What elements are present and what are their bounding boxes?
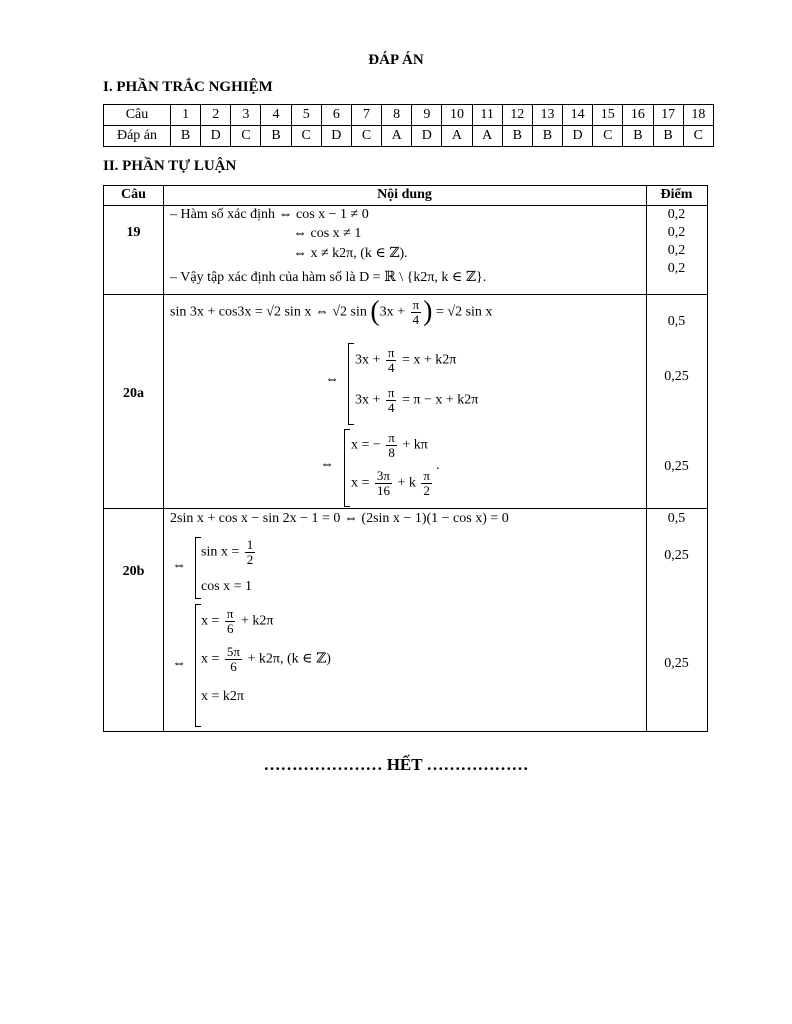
fraction-numerator: π	[387, 345, 395, 360]
q20a-line-1-left: sin 3x + cos3x = √2 sin x ⇔ √2 sin	[170, 304, 367, 320]
row-divider	[104, 508, 707, 509]
fraction-denominator: 4	[387, 359, 395, 375]
q20b-score: 0,5	[667, 511, 686, 526]
q20a-equiv-2: ⇔	[320, 457, 334, 472]
answer-letter: D	[201, 126, 231, 147]
fraction-numerator: 3π	[376, 468, 390, 483]
q20b-system-2-row-3: x = k2π	[201, 689, 244, 704]
q19-score: 0,2	[667, 225, 686, 240]
q19-score: 0,2	[667, 243, 686, 258]
fraction	[386, 346, 397, 374]
fraction-denominator: 2	[423, 482, 430, 498]
answer-letter: D	[563, 126, 593, 147]
question-number: 2	[201, 105, 231, 126]
q20b-equiv-2: ⇔	[172, 656, 186, 671]
answer-letter: C	[291, 126, 321, 147]
question-number: 9	[412, 105, 442, 126]
q20b-system-1-bracket	[195, 537, 196, 599]
question-number: 7	[351, 105, 381, 126]
expr: 3x +	[355, 392, 381, 408]
fraction-denominator: 2	[246, 551, 254, 567]
question-19-label: 19	[126, 225, 141, 240]
q20b-system-1-row-2: cos x = 1	[201, 579, 253, 594]
question-number: 1	[171, 105, 201, 126]
q20a-line-1	[170, 298, 492, 326]
answer-letter: B	[623, 126, 653, 147]
q20a-system-1-row-2	[355, 386, 478, 414]
q20b-line-1: 2sin x + cos x − sin 2x − 1 = 0 ⇔ (2sin x − 1)(1 − cos x) = 0	[170, 511, 509, 526]
question-number: 14	[563, 105, 593, 126]
fraction-denominator: 16	[376, 482, 390, 498]
fraction-numerator: π	[388, 430, 395, 445]
q20a-line-1-right: = √2 sin x	[435, 304, 493, 320]
section-1-heading: I. PHẦN TRẮC NGHIỆM	[103, 79, 273, 95]
fraction-denominator: 6	[230, 658, 237, 674]
fraction-denominator: 6	[226, 620, 234, 636]
q20b-system-2-bracket	[195, 604, 196, 727]
fraction	[386, 431, 397, 459]
question-number: 17	[653, 105, 683, 126]
answer-letter: C	[231, 126, 261, 147]
expr: + kπ	[402, 437, 428, 453]
q19-score: 0,2	[667, 261, 686, 276]
expr: x =	[201, 651, 220, 667]
question-number: 3	[231, 105, 261, 126]
q20a-score: 0,5	[667, 314, 686, 329]
answer-letter: D	[412, 126, 442, 147]
q19-line-3: ⇔ x ≠ k2π, (k ∈ ℤ).	[293, 246, 408, 261]
q20b-score: 0,25	[664, 548, 689, 563]
answer-letter: B	[171, 126, 201, 147]
question-number: 16	[623, 105, 653, 126]
q20b-score: 0,25	[664, 656, 689, 671]
section-2-heading: II. PHẦN TỰ LUẬN	[103, 158, 237, 174]
fraction-denominator: 8	[388, 444, 395, 460]
header-score: Điểm	[660, 187, 693, 202]
q20b-equiv-1: ⇔	[172, 558, 186, 573]
expr: x = −	[351, 437, 381, 453]
q20a-system-2-row-1	[351, 431, 428, 459]
answer-letter: C	[593, 126, 623, 147]
fraction	[411, 298, 422, 326]
expr: = x + k2π	[401, 352, 457, 368]
page-title: ĐÁP ÁN	[368, 52, 424, 68]
question-number: 5	[291, 105, 321, 126]
expr: x =	[201, 613, 220, 629]
answer-letter: D	[321, 126, 351, 147]
header-content: Nội dung	[377, 187, 432, 202]
answer-letter: B	[502, 126, 532, 147]
question-number: 8	[382, 105, 412, 126]
answer-letter: B	[653, 126, 683, 147]
answer-letter: C	[683, 126, 713, 147]
q19-line-4: – Vậy tập xác định của hàm số là D = ℝ \ {k2π, k ∈ ℤ}.	[170, 270, 487, 285]
answer-letter: B	[261, 126, 291, 147]
question-number: 13	[532, 105, 562, 126]
fraction-numerator: 5π	[226, 644, 240, 659]
open-paren: (	[370, 296, 380, 328]
answer-table	[103, 104, 714, 147]
q19-score: 0,2	[667, 207, 686, 222]
fraction-numerator: π	[226, 606, 234, 621]
question-row-label: Câu	[104, 105, 171, 126]
q20b-system-2-row-2	[201, 645, 331, 673]
q20b-system-2-row-1	[201, 607, 273, 635]
fraction	[225, 607, 236, 635]
end-marker: ………………… HẾT ………………	[263, 755, 529, 774]
q19-line-1: – Hàm số xác định ⇔ cos x − 1 ≠ 0	[170, 207, 369, 222]
expr: 3x +	[355, 352, 381, 368]
close-paren: )	[423, 296, 433, 328]
answer-row-label: Đáp án	[104, 126, 171, 147]
question-number: 4	[261, 105, 291, 126]
question-number: 6	[321, 105, 351, 126]
answer-letter: A	[382, 126, 412, 147]
q20a-line-1-inner: 3x +	[379, 304, 406, 320]
fraction-numerator: 1	[246, 537, 254, 552]
fraction-numerator: π	[412, 297, 420, 312]
answer-letter: A	[472, 126, 502, 147]
expr: = π − x + k2π	[401, 392, 479, 408]
row-divider	[104, 294, 707, 295]
expr: + k2π, (k ∈ ℤ)	[247, 651, 331, 667]
answer-letter: B	[532, 126, 562, 147]
fraction-denominator: 4	[387, 399, 395, 415]
column-divider	[163, 186, 164, 731]
q19-line-2: ⇔ cos x ≠ 1	[293, 226, 362, 241]
question-number: 10	[442, 105, 472, 126]
expr: + k	[397, 475, 416, 491]
q20b-system-1-row-1	[201, 538, 257, 566]
header-question: Câu	[121, 187, 146, 202]
question-number: 11	[472, 105, 502, 126]
question-row	[104, 105, 714, 126]
fraction-denominator: 4	[412, 311, 420, 327]
q20a-score: 0,25	[664, 459, 689, 474]
fraction	[421, 469, 432, 497]
expr: sin x =	[201, 544, 240, 560]
q20a-equiv-1: ⇔	[325, 372, 339, 387]
q20a-score: 0,25	[664, 369, 689, 384]
fraction	[225, 645, 242, 673]
q20a-system-2-row-2	[351, 469, 434, 497]
expr: + k2π	[240, 613, 274, 629]
question-20a-label: 20a	[123, 386, 144, 401]
q20a-system-1-row-1	[355, 346, 456, 374]
fraction	[375, 469, 392, 497]
essay-table	[103, 185, 708, 732]
question-number: 18	[683, 105, 713, 126]
fraction	[386, 386, 397, 414]
question-number: 15	[593, 105, 623, 126]
answer-letter: A	[442, 126, 472, 147]
fraction-numerator: π	[387, 385, 395, 400]
fraction	[245, 538, 256, 566]
q20a-period: .	[436, 458, 440, 473]
row-divider	[104, 205, 707, 206]
question-number: 12	[502, 105, 532, 126]
answer-letter: C	[351, 126, 381, 147]
question-20b-label: 20b	[122, 564, 145, 579]
fraction-numerator: π	[423, 468, 430, 483]
q20a-system-1-bracket	[348, 343, 349, 425]
q20a-system-2-bracket	[344, 429, 345, 507]
answer-row	[104, 126, 714, 147]
expr: x =	[351, 475, 370, 491]
